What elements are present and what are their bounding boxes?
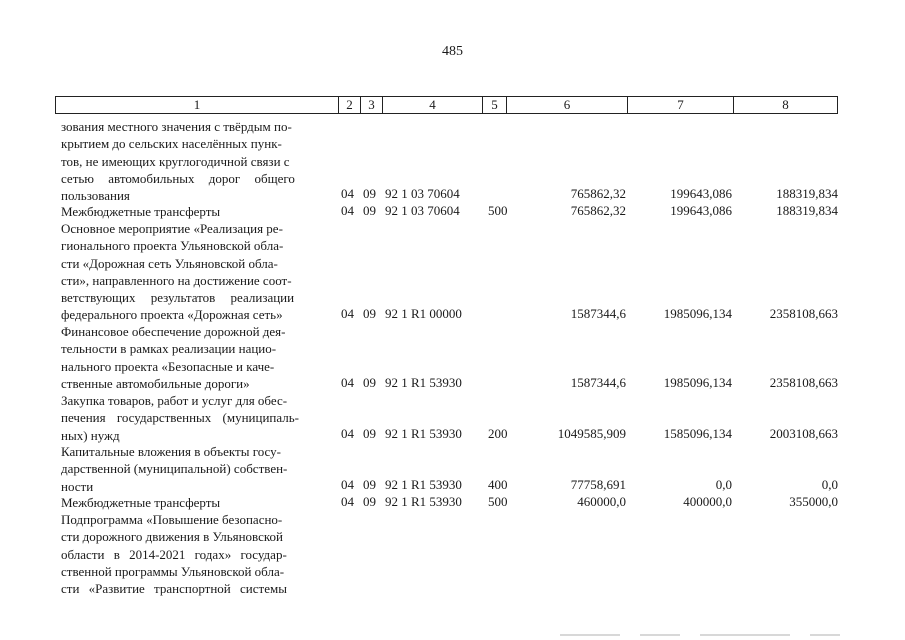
- cell-value-8: 2358108,663: [769, 306, 838, 321]
- cell-rz: 04: [341, 186, 354, 201]
- header-col-8: 8: [733, 97, 837, 113]
- cell-csr: 92 1 R1 00000: [385, 306, 462, 321]
- cell-value-6: 460000,0: [577, 494, 626, 509]
- header-col-1: 1: [193, 97, 201, 112]
- cell-value-7: 0,0: [715, 477, 732, 492]
- header-col-3: 3: [360, 97, 382, 113]
- cell-pr: 09: [363, 494, 376, 509]
- cell-vr: 200: [488, 426, 508, 441]
- text-line: ственные автомобильные дороги»: [61, 375, 250, 391]
- scan-artifact: [560, 634, 620, 636]
- cell-rz: 04: [341, 306, 354, 321]
- cell-csr: 92 1 R1 53930: [385, 494, 462, 509]
- cell-value-7: 199643,086: [670, 186, 732, 201]
- header-col-4: 4: [382, 97, 482, 113]
- text-line: Капитальные вложения в объекты госу-: [61, 444, 281, 459]
- cell-value-8: 2358108,663: [769, 375, 838, 390]
- text-line: ных) нужд: [61, 427, 120, 443]
- cell-csr: 92 1 03 70604: [385, 186, 460, 201]
- cell-value-8: 0,0: [821, 477, 838, 492]
- cell-value-7: 1585096,134: [663, 426, 732, 441]
- cell-vr: 400: [488, 477, 508, 492]
- text-line: Закупка товаров, работ и услуг для обес-: [61, 393, 288, 408]
- text-line: тов, не имеющих круглогодичной связи с: [61, 153, 290, 169]
- text-line: сти «Развитие транспортной системы: [61, 581, 287, 597]
- cell-value-6: 1587344,6: [570, 306, 626, 321]
- cell-value-7: 1985096,134: [663, 375, 732, 390]
- text-line: сти «Дорожная сеть Ульяновской обла-: [61, 255, 278, 271]
- table-row-description: [61, 511, 333, 597]
- cell-value-8: 188319,834: [776, 203, 838, 218]
- cell-value-8: 355000,0: [789, 494, 838, 509]
- header-col-2: 2: [338, 97, 360, 113]
- cell-value-7: 199643,086: [670, 203, 732, 218]
- header-col-7: 7: [627, 97, 733, 113]
- cell-value-6: 765862,32: [570, 186, 626, 201]
- text-line: сетью автомобильных дорог общего: [61, 170, 295, 186]
- text-line: Межбюджетные трансферты: [61, 204, 221, 219]
- cell-rz: 04: [341, 375, 354, 390]
- cell-rz: 04: [341, 477, 354, 492]
- cell-vr: 500: [488, 494, 508, 509]
- cell-csr: 92 1 03 70604: [385, 203, 460, 218]
- cell-csr: 92 1 R1 53930: [385, 375, 462, 390]
- text-line: крытием до сельских населённых пунк-: [61, 136, 282, 152]
- cell-value-6: 77758,691: [570, 477, 626, 492]
- table-row-description: [61, 118, 333, 204]
- cell-rz: 04: [341, 426, 354, 441]
- cell-value-8: 188319,834: [776, 186, 838, 201]
- text-line: сти дорожного движения в Ульяновской: [61, 529, 284, 545]
- cell-rz: 04: [341, 203, 354, 218]
- scan-artifact: [700, 634, 790, 636]
- table-row-description: [61, 323, 333, 392]
- header-col-6: 6: [506, 97, 627, 113]
- cell-rz: 04: [341, 494, 354, 509]
- text-line: области в 2014-2021 годах» государ-: [61, 546, 287, 562]
- text-line: ственной программы Ульяновской обла-: [61, 563, 285, 579]
- cell-vr: 500: [488, 203, 508, 218]
- table-row-description: [61, 220, 333, 324]
- text-line: федерального проекта «Дорожная сеть»: [61, 307, 283, 323]
- header-col-5: 5: [482, 97, 506, 113]
- cell-csr: 92 1 R1 53930: [385, 426, 462, 441]
- cell-csr: 92 1 R1 53930: [385, 477, 462, 492]
- cell-pr: 09: [363, 306, 376, 321]
- cell-value-6: 1049585,909: [557, 426, 626, 441]
- scan-artifact: [810, 634, 840, 636]
- text-line: ветствующих результатов реализации: [61, 290, 295, 306]
- table-row-description: [61, 494, 333, 511]
- text-line: гионального проекта Ульяновской обла-: [61, 238, 284, 254]
- cell-value-7: 400000,0: [683, 494, 732, 509]
- text-line: пользования: [61, 188, 130, 204]
- text-line: Финансовое обеспечение дорожной дея-: [61, 324, 286, 339]
- table-row-description: [61, 443, 333, 495]
- cell-value-6: 1587344,6: [570, 375, 626, 390]
- cell-pr: 09: [363, 375, 376, 390]
- cell-pr: 09: [363, 203, 376, 218]
- scan-artifact: [640, 634, 680, 636]
- text-line: Основное мероприятие «Реализация ре-: [61, 221, 283, 236]
- text-line: нального проекта «Безопасные и каче-: [61, 358, 275, 374]
- text-line: печения государственных (муниципаль-: [61, 410, 300, 426]
- text-line: тельности в рамках реализации нацио-: [61, 341, 277, 357]
- cell-value-7: 1985096,134: [663, 306, 732, 321]
- table-header: [55, 96, 838, 114]
- cell-pr: 09: [363, 477, 376, 492]
- cell-value-6: 765862,32: [570, 203, 626, 218]
- text-line: сти», направленного на достижение соот-: [61, 272, 292, 288]
- text-line: Межбюджетные трансферты: [61, 495, 221, 510]
- text-line: Подпрограмма «Повышение безопасно-: [61, 512, 283, 527]
- text-line: зования местного значения с твёрдым по-: [61, 119, 292, 134]
- text-line: ности: [61, 478, 94, 494]
- cell-value-8: 2003108,663: [769, 426, 838, 441]
- cell-pr: 09: [363, 186, 376, 201]
- table-row-description: [61, 203, 333, 220]
- text-line: дарственной (муниципальной) собствен-: [61, 461, 288, 477]
- cell-pr: 09: [363, 426, 376, 441]
- page-number: 485: [442, 44, 463, 59]
- table-row-description: [61, 392, 333, 444]
